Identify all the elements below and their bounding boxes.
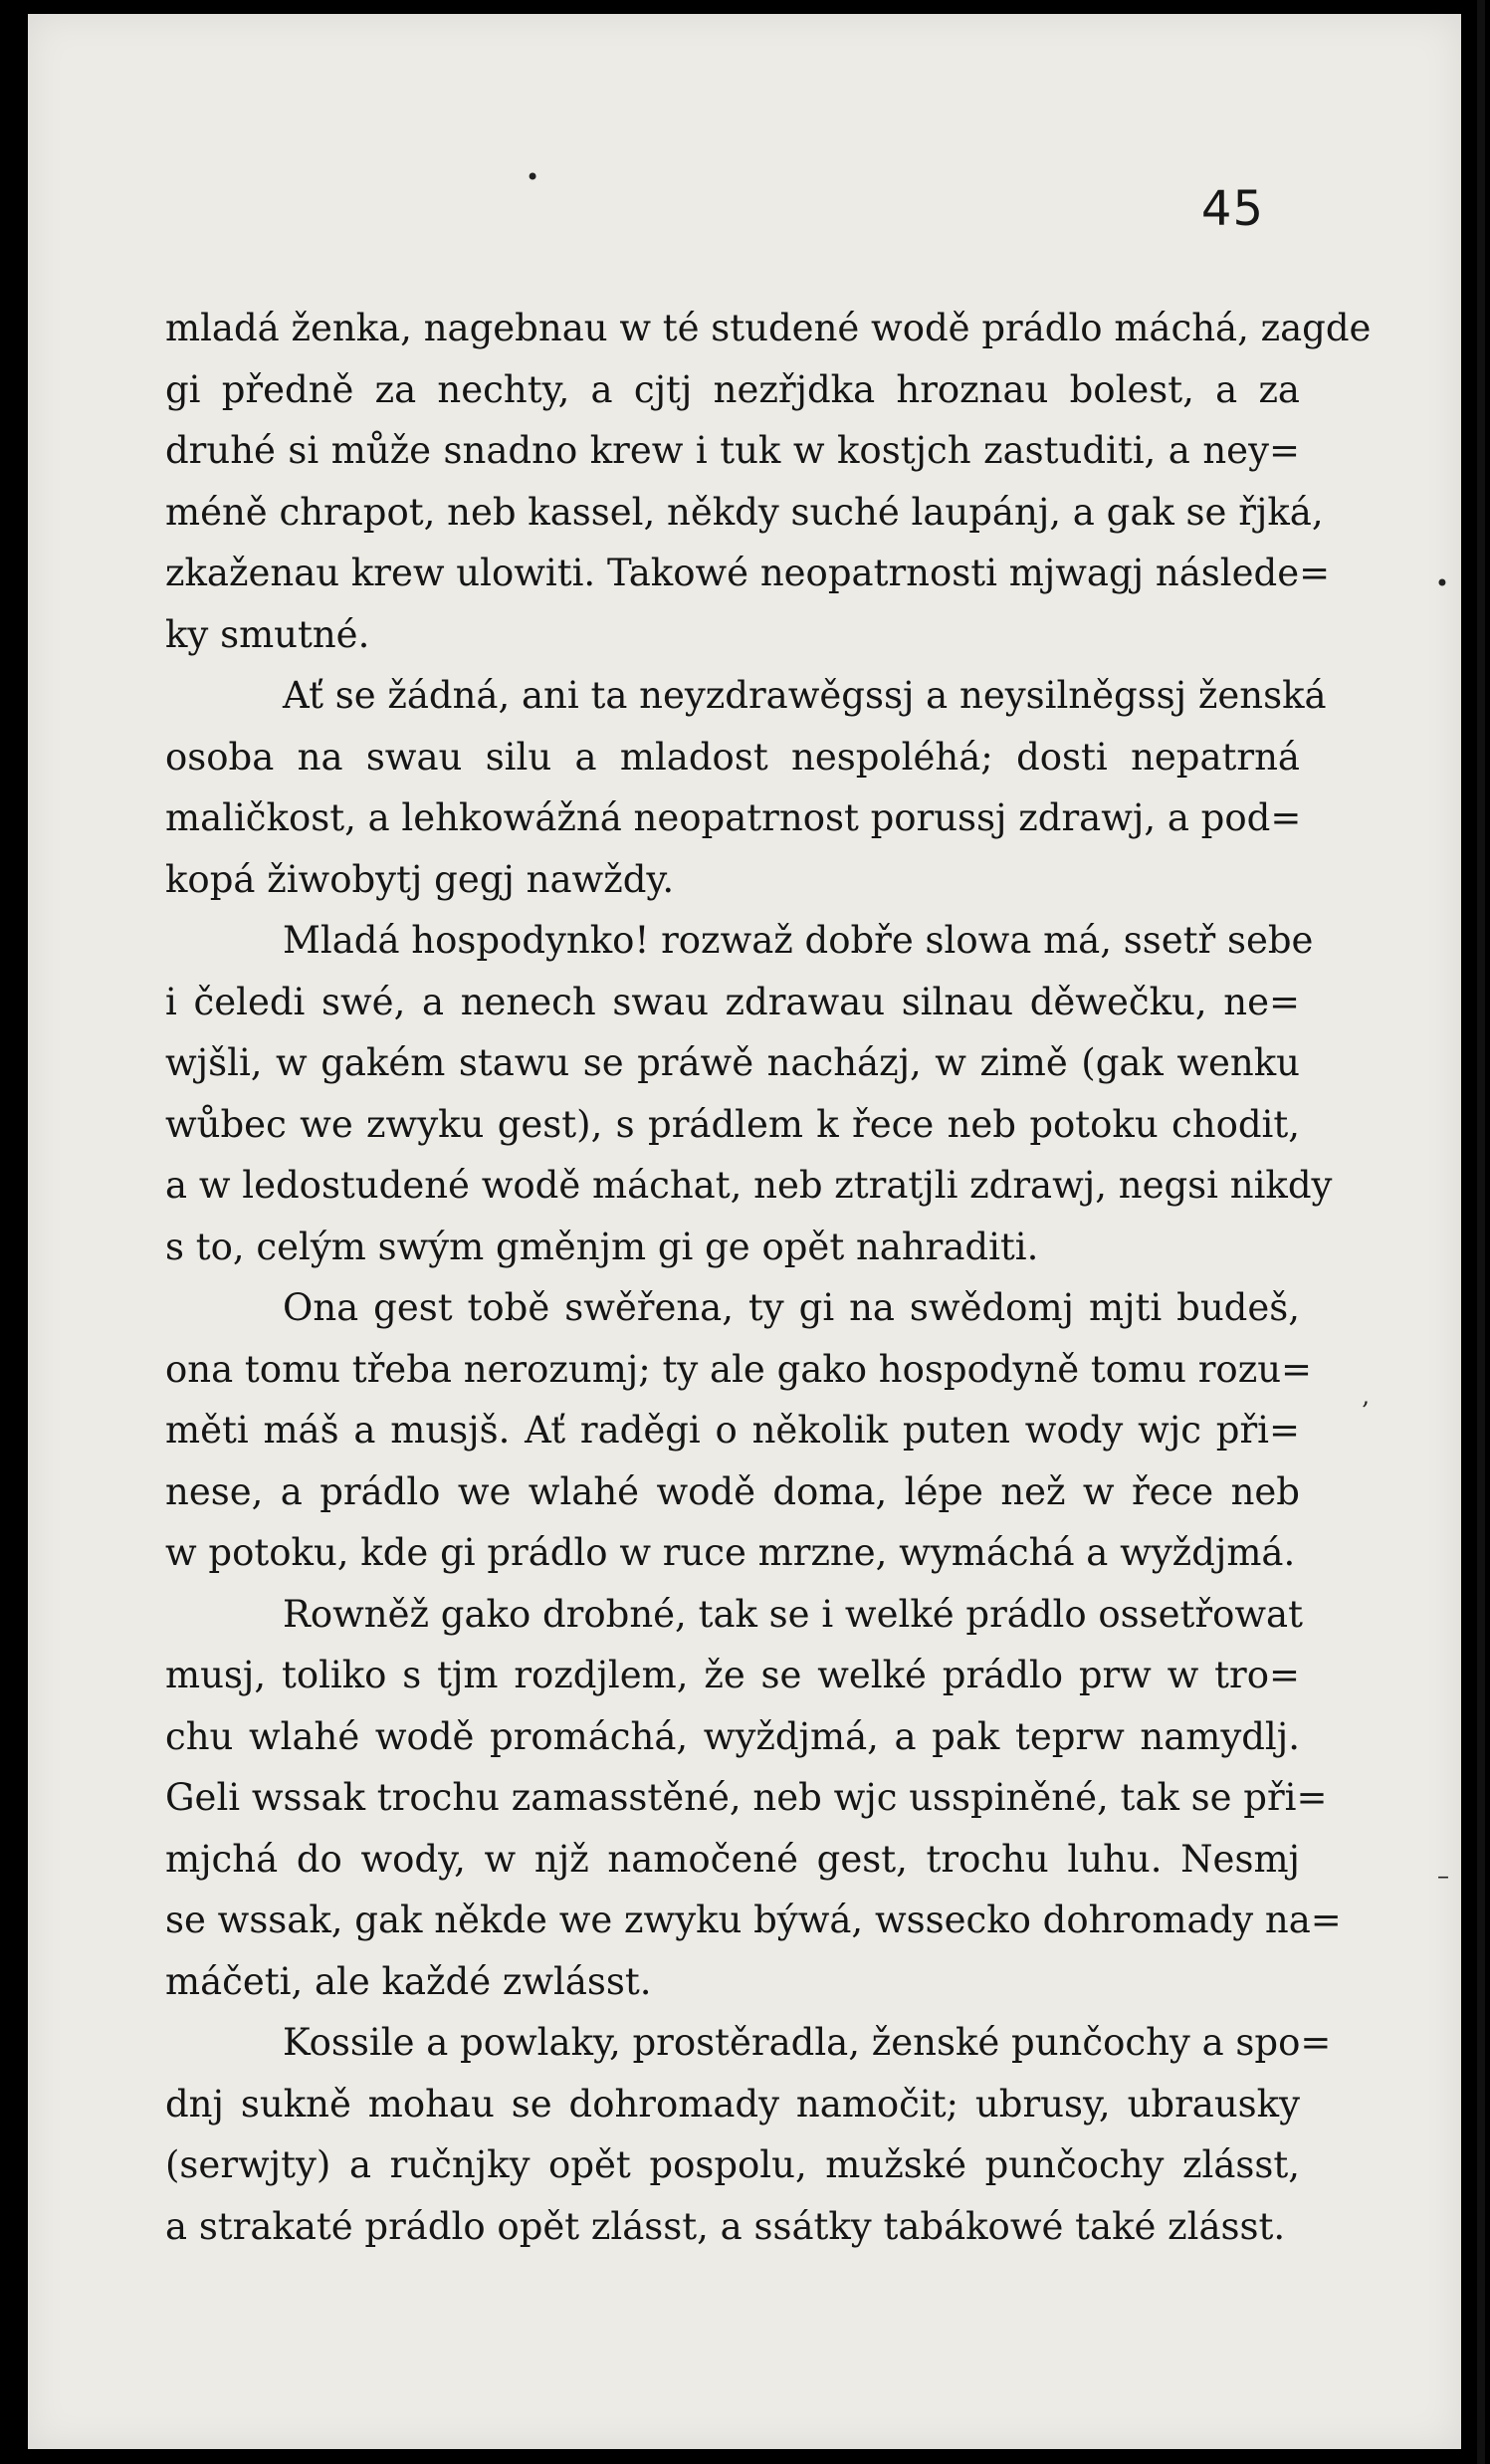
page-edge-shadow xyxy=(1477,0,1485,2464)
paragraph-line: se wssak, gak někde we zwyku býwá, wssecko dohromady na= xyxy=(165,1899,1342,1941)
paragraph-line: Mladá hospodynko! rozwaž dobře slowa má, ssetř sebe xyxy=(283,919,1314,962)
paragraph-line: Ona gest tobě swěřena, ty gi na swědomj mjti budeš, xyxy=(283,1286,1300,1329)
paragraph-2 xyxy=(165,665,1327,910)
paragraph-line: ona tomu třeba nerozumj; ty ale gako hospodyně tomu rozu= xyxy=(165,1347,1313,1391)
paragraph-line: ky smutné. xyxy=(165,612,370,656)
paragraph-line: maličkost, a lehkowážná neopatrnost porussj zdrawj, a pod= xyxy=(165,796,1302,839)
paragraph-line: Geli wssak trochu zamasstěné, neb wjc usspiněné, tak se při= xyxy=(165,1776,1328,1819)
paragraph-line: gi předně za nechty, a cjtj nezřjdka hroznau bolest, a za xyxy=(165,367,1300,411)
page-text xyxy=(165,298,1372,2257)
paragraph-line: mladá ženka, nagebnau w té studené wodě prádlo máchá, zagde xyxy=(165,307,1372,349)
paragraph-line: druhé si může snadno krew i tuk w kostjch zastuditi, a ney= xyxy=(165,429,1300,472)
paragraph-line: Rowněž gako drobné, tak se i welké prádlo ossetřowat xyxy=(283,1592,1303,1636)
print-dot-mark: • xyxy=(526,163,540,191)
paragraph-line: musj, toliko s tjm rozdjlem, že se welké prádlo prw w tro= xyxy=(165,1654,1300,1696)
paragraph-line: mjchá do wody, w njž namočené gest, trochu luhu. Nesmj xyxy=(165,1837,1300,1881)
paragraph-line: Ať se žádná, ani ta neyzdrawěgssj a neysilněgssj ženská xyxy=(283,674,1327,717)
page-number: 45 xyxy=(1200,181,1264,237)
margin-dot-mark: , xyxy=(1362,1382,1370,1410)
paragraph-line: máčeti, ale každé zwlásst. xyxy=(165,1959,652,2003)
paragraph-line: w potoku, kde gi prádlo w ruce mrzne, wymáchá a wyždjmá. xyxy=(165,1531,1296,1574)
paragraph-line: nese, a prádlo we wlahé wodě doma, lépe než w řece neb xyxy=(165,1469,1300,1513)
paragraph-6 xyxy=(165,2012,1332,2257)
paragraph-line: wůbec we zwyku gest), s prádlem k řece neb potoku chodit, xyxy=(165,1102,1300,1146)
margin-dash-mark: – xyxy=(1437,1862,1449,1890)
paragraph-line: wjšli, w gakém stawu se práwě nacházj, w zimě (gak wenku xyxy=(165,1041,1300,1084)
paragraph-line: zkaženau krew ulowiti. Takowé neopatrnosti mjwagj následe= xyxy=(165,552,1331,594)
scanned-book-page xyxy=(28,14,1461,2449)
paragraph-line: a w ledostudené wodě máchat, neb ztratjli zdrawj, negsi nikdy xyxy=(165,1164,1333,1207)
paragraph-line: dnj sukně mohau se dohromady namočit; ubrusy, ubrausky xyxy=(165,2082,1300,2126)
paragraph-line: kopá žiwobytj gegj nawždy. xyxy=(165,857,675,901)
paragraph-line: Kossile a powlaky, prostěradla, ženské punčochy a spo= xyxy=(283,2021,1332,2064)
paragraph-line: i čeledi swé, a nenech swau zdrawau silnau děwečku, ne= xyxy=(165,980,1300,1023)
paragraph-line: a strakaté prádlo opět zlásst, a ssátky tabákowé také zlásst. xyxy=(165,2204,1286,2248)
paragraph-line: měti máš a musjš. Ať raděgi o několik puten wody wjc při= xyxy=(165,1409,1300,1452)
paragraph-line: méně chrapot, neb kassel, někdy suché laupánj, a gak se řjká, xyxy=(165,490,1324,534)
margin-dot-mark: • xyxy=(1434,569,1449,597)
paragraph-3 xyxy=(165,910,1333,1277)
paragraph-line: osoba na swau silu a mladost nespoléhá; dosti nepatrná xyxy=(165,735,1300,779)
paragraph-1 xyxy=(165,298,1372,665)
paragraph-line: (serwjty) a ručnjky opět pospolu, mužské punčochy zlásst, xyxy=(165,2143,1300,2186)
paragraph-5 xyxy=(165,1584,1342,2013)
paragraph-line: s to, celým swým gměnjm gi ge opět nahraditi. xyxy=(165,1225,1039,1268)
paragraph-4 xyxy=(165,1277,1313,1584)
paragraph-line: chu wlahé wodě promáchá, wyždjmá, a pak teprw namydlj. xyxy=(165,1714,1300,1758)
